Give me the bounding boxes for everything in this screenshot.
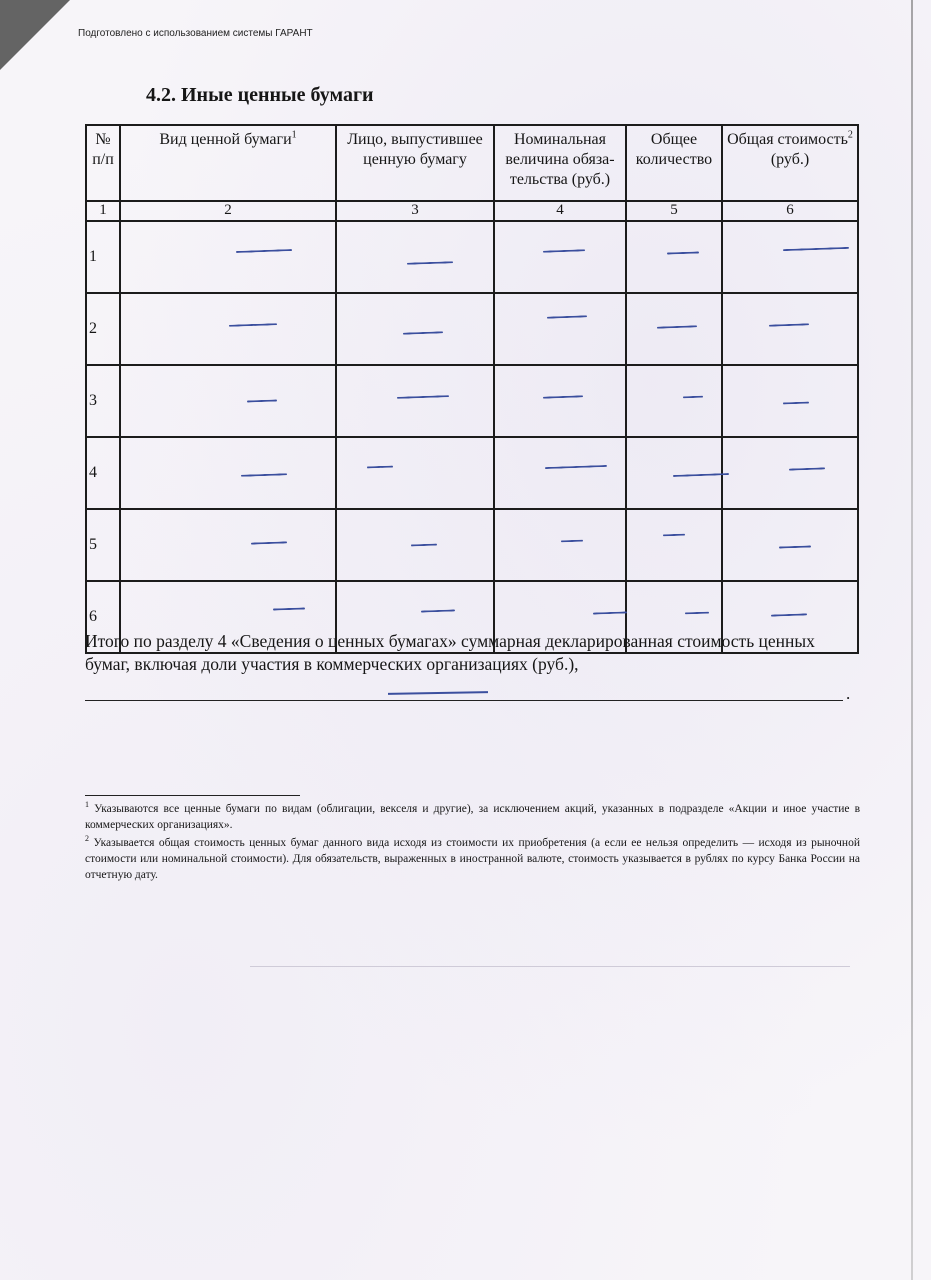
footnote-rule [85, 795, 300, 796]
table-cell [722, 509, 858, 581]
handwritten-dash [667, 251, 699, 254]
handwritten-dash [397, 395, 449, 399]
handwritten-dash [683, 396, 703, 399]
col-header-quantity: Общее количество [626, 125, 722, 201]
footnote-2: $^2$ Указывается общая стоимость ценных бумаг данного вида исходя из стоимости их приобретения (а если ее нельзя определить — исходя из рыночной стоимости или номинальной стоимости). Для обязательств, выраженных в иностранной валюте, стоимость указывается в рублях по курсу Банка России на отчетную дату. [85, 834, 860, 881]
table-cell [336, 509, 494, 581]
table-cell [120, 437, 336, 509]
table-cell [722, 437, 858, 509]
row-number: 6 [86, 581, 120, 653]
header-row [86, 125, 858, 201]
table-cell [336, 437, 494, 509]
table-cell [722, 293, 858, 365]
table-cell [336, 293, 494, 365]
garant-header: Подготовлено с использованием системы ГАРАНТ [78, 28, 313, 39]
table-cell [120, 509, 336, 581]
handwritten-dash [367, 466, 393, 469]
col-num: 4 [494, 201, 626, 221]
securities-table [85, 124, 859, 654]
table-cell [626, 437, 722, 509]
handwritten-dash [273, 607, 305, 610]
handwritten-dash [561, 540, 583, 543]
handwritten-dash [403, 331, 443, 334]
footnote-1: $^1$ Указываются все ценные бумаги по видам (облигации, векселя и другие), за исключением акций, указанных в подразделе «Акции и иное участие в коммерческих организациях». [85, 800, 861, 831]
handwritten-dash [543, 249, 585, 252]
row-number: 1 [86, 221, 120, 293]
handwritten-dash [673, 473, 729, 477]
row-number: 5 [86, 509, 120, 581]
handwritten-dash [241, 473, 287, 477]
table-cell [336, 221, 494, 293]
folded-corner [0, 0, 70, 70]
handwritten-dash [407, 261, 453, 265]
table-cell [626, 221, 722, 293]
scan-edge [911, 0, 913, 1280]
col-num: 3 [336, 201, 494, 221]
handwritten-dash [685, 612, 709, 615]
table-row [86, 221, 858, 293]
col-header-issuer: Лицо, выпустившее ценную бумагу [336, 125, 494, 201]
handwritten-dash [657, 325, 697, 328]
col-num: 2 [120, 201, 336, 221]
table-cell [494, 293, 626, 365]
total-value-dash [388, 691, 488, 695]
total-fill-line [85, 700, 843, 701]
handwritten-dash [411, 544, 437, 547]
total-statement: Итого по разделу 4 «Сведения о ценных бумагах» суммарная декларированная стоимость ценных бумаг, включая доли участия в коммерческих организациях (руб.), [85, 631, 815, 674]
table-cell [722, 221, 858, 293]
table-cell [494, 221, 626, 293]
handwritten-dash [779, 545, 811, 548]
row-number: 4 [86, 437, 120, 509]
handwritten-dash [421, 609, 455, 612]
handwritten-dash [663, 534, 685, 537]
handwritten-dash [789, 467, 825, 470]
total-end-mark: . [846, 684, 851, 703]
table-cell [494, 509, 626, 581]
handwritten-dash [547, 315, 587, 318]
row-number: 3 [86, 365, 120, 437]
col-header-total-value: Общая стоимость$^2$ (руб.) [722, 125, 858, 201]
table-cell [336, 365, 494, 437]
table-cell [494, 365, 626, 437]
handwritten-dash [593, 611, 627, 614]
table-cell [120, 293, 336, 365]
handwritten-dash [769, 323, 809, 326]
bleed-through-line [250, 966, 850, 967]
handwritten-dash [251, 541, 287, 544]
handwritten-dash [543, 395, 583, 398]
table-cell [494, 437, 626, 509]
row-number: 2 [86, 293, 120, 365]
col-num: 6 [722, 201, 858, 221]
table-cell [120, 365, 336, 437]
handwritten-dash [236, 249, 292, 253]
handwritten-dash [247, 399, 277, 402]
footnotes [85, 801, 860, 885]
col-header-number: № п/п [86, 125, 120, 201]
col-header-nominal: Номинальная величина обяза-тельства (руб.) [494, 125, 626, 201]
handwritten-dash [783, 247, 849, 251]
col-num: 1 [86, 201, 120, 221]
table-cell [626, 509, 722, 581]
table-cell [626, 293, 722, 365]
table-row [86, 365, 858, 437]
section-title: 4.2. Иные ценные бумаги [146, 84, 374, 106]
col-num: 5 [626, 201, 722, 221]
table-row [86, 437, 858, 509]
table-cell [120, 221, 336, 293]
table-cell [626, 365, 722, 437]
handwritten-dash [229, 323, 277, 327]
handwritten-dash [545, 465, 607, 469]
table-row [86, 293, 858, 365]
handwritten-dash [771, 613, 807, 616]
handwritten-dash [783, 402, 809, 405]
column-number-row [86, 201, 858, 221]
table-row [86, 509, 858, 581]
col-header-type: Вид ценной бумаги$^1$ [120, 125, 336, 201]
table-cell [722, 365, 858, 437]
